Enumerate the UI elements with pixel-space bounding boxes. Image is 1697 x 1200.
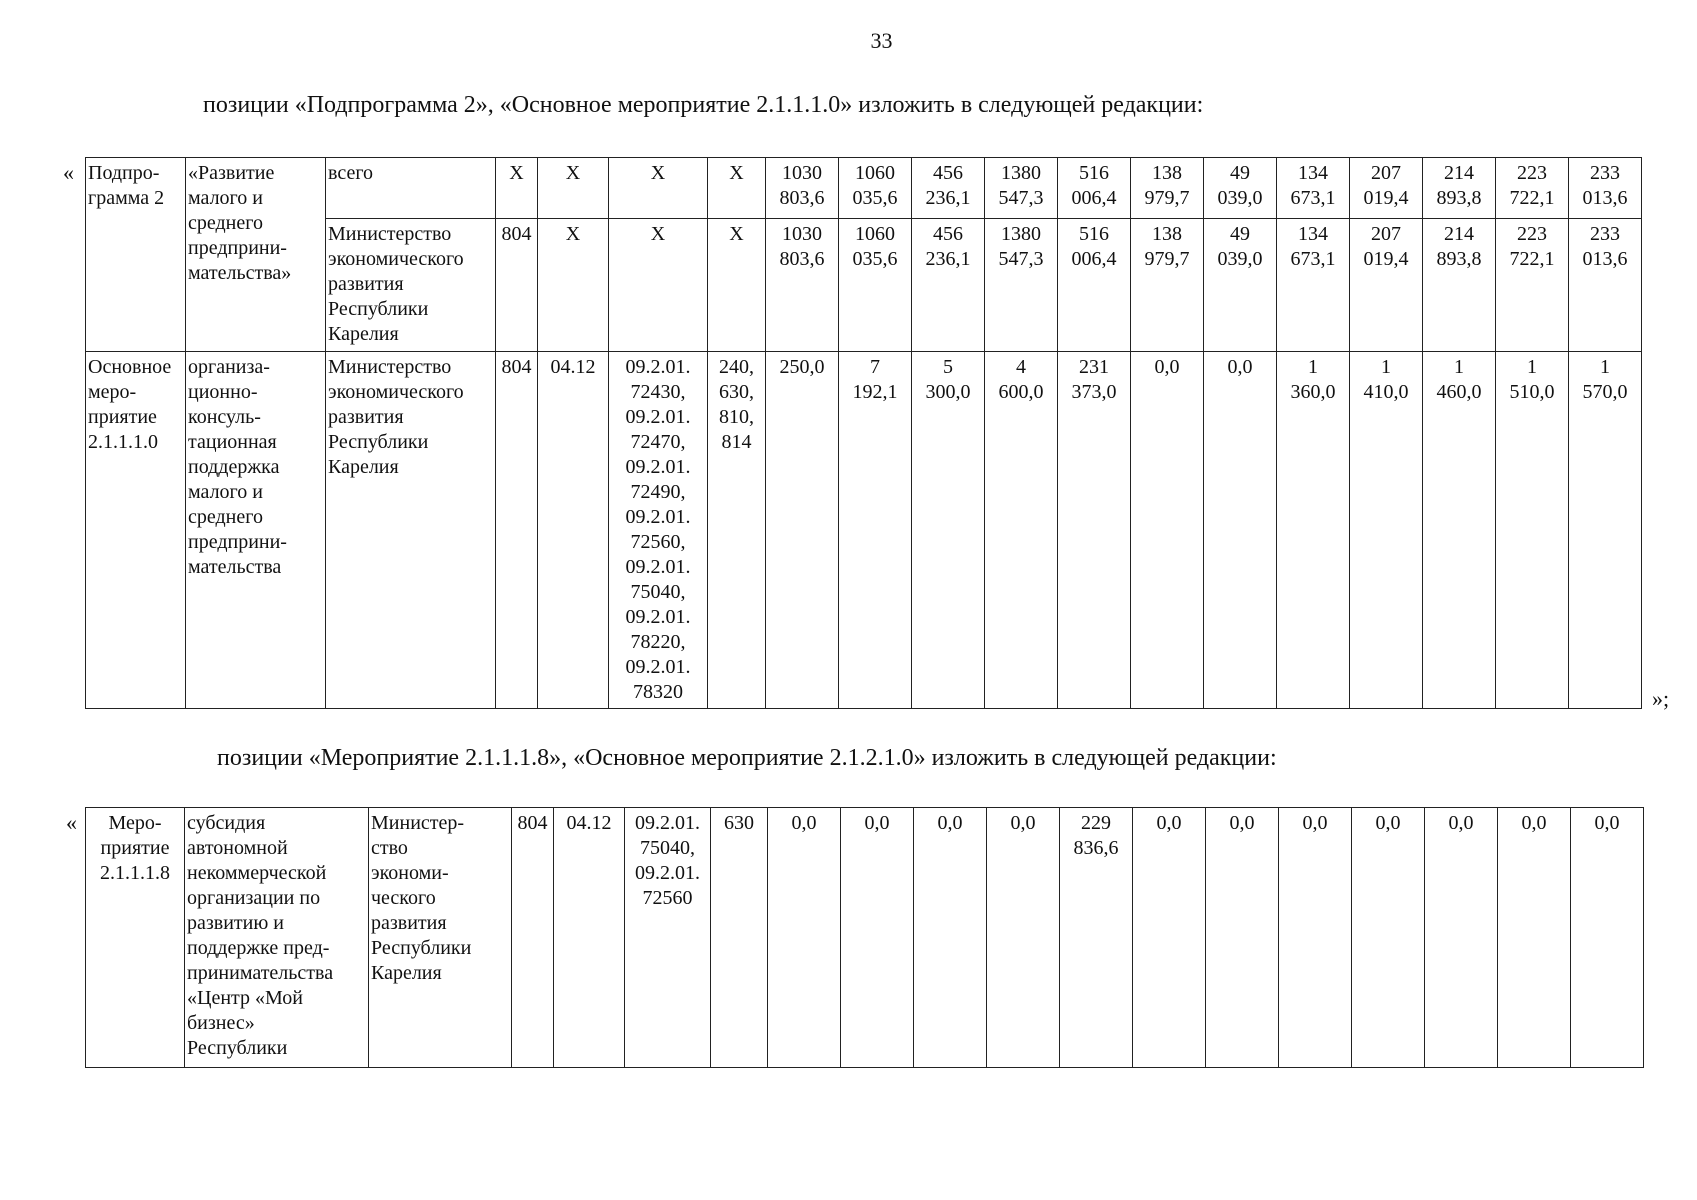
value-cell: 0,0 [1133, 808, 1206, 1068]
rzpr-cell: 04.12 [538, 352, 609, 709]
csr-cell: 09.2.01. 75040, 09.2.01. 72560 [625, 808, 711, 1068]
value-cell: 0,0 [768, 808, 841, 1068]
value-cell: 0,0 [1204, 352, 1277, 709]
value-cell: 456 236,1 [912, 219, 985, 352]
value-cell: 250,0 [766, 352, 839, 709]
closing-quote-1: »; [1652, 686, 1670, 711]
value-cell: 229 836,6 [1060, 808, 1133, 1068]
name-cell: субсидия автономной некоммерческой организации по развитию и поддержке пред- принимательства «Центр «Мой бизнес» Республики [185, 808, 369, 1068]
value-cell: 0,0 [987, 808, 1060, 1068]
value-cell: 7 192,1 [839, 352, 912, 709]
value-cell: 233 013,6 [1569, 158, 1642, 219]
table-row [86, 808, 1644, 1068]
value-cell: 138 979,7 [1131, 219, 1204, 352]
value-cell: 1380 547,3 [985, 219, 1058, 352]
grbs-cell: 804 [496, 219, 538, 352]
vr-cell: Х [708, 219, 766, 352]
value-cell: 0,0 [1352, 808, 1425, 1068]
value-cell: 516 006,4 [1058, 158, 1131, 219]
executor-cell: Министер- ство экономи- ческого развития Республики Карелия [369, 808, 512, 1068]
table-row [86, 158, 1642, 219]
value-cell: 1 460,0 [1423, 352, 1496, 709]
status-cell: Подпро- грамма 2 [86, 158, 186, 352]
value-cell: 138 979,7 [1131, 158, 1204, 219]
value-cell: 231 373,0 [1058, 352, 1131, 709]
value-cell: 1060 035,6 [839, 158, 912, 219]
value-cell: 456 236,1 [912, 158, 985, 219]
grbs-cell: 804 [496, 352, 538, 709]
value-cell: 0,0 [1131, 352, 1204, 709]
status-cell: Меро- приятие 2.1.1.1.8 [86, 808, 185, 1068]
value-cell: 1060 035,6 [839, 219, 912, 352]
intro-paragraph-2: позиции «Мероприятие 2.1.1.1.8», «Основное мероприятие 2.1.2.1.0» изложить в следующей редакции: [217, 745, 1277, 771]
value-cell: 214 893,8 [1423, 219, 1496, 352]
executor-cell: всего [326, 158, 496, 219]
name-cell: «Развитие малого и среднего предприни- мательства» [186, 158, 326, 352]
intro-paragraph-1: позиции «Подпрограмма 2», «Основное мероприятие 2.1.1.1.0» изложить в следующей редакции: [203, 92, 1204, 118]
value-cell: 49 039,0 [1204, 219, 1277, 352]
budget-table-1 [85, 157, 1642, 709]
csr-cell: Х [609, 219, 708, 352]
value-cell: 1030 803,6 [766, 219, 839, 352]
status-cell: Основное меро- приятие 2.1.1.1.0 [86, 352, 186, 709]
value-cell: 49 039,0 [1204, 158, 1277, 219]
value-cell: 5 300,0 [912, 352, 985, 709]
vr-cell: 240, 630, 810, 814 [708, 352, 766, 709]
value-cell: 1 510,0 [1496, 352, 1569, 709]
value-cell: 4 600,0 [985, 352, 1058, 709]
value-cell: 1380 547,3 [985, 158, 1058, 219]
grbs-cell: Х [496, 158, 538, 219]
vr-cell: Х [708, 158, 766, 219]
rzpr-cell: Х [538, 219, 609, 352]
value-cell: 207 019,4 [1350, 219, 1423, 352]
opening-quote-2: « [66, 810, 77, 835]
value-cell: 233 013,6 [1569, 219, 1642, 352]
value-cell: 1 360,0 [1277, 352, 1350, 709]
value-cell: 1 570,0 [1569, 352, 1642, 709]
csr-cell: 09.2.01. 72430, 09.2.01. 72470, 09.2.01. 72490, 09.2.01. 72560, 09.2.01. 75040, 09.2.01. 78220, 09.2.01. 78320 [609, 352, 708, 709]
csr-cell: Х [609, 158, 708, 219]
grbs-cell: 804 [512, 808, 554, 1068]
value-cell: 207 019,4 [1350, 158, 1423, 219]
value-cell: 223 722,1 [1496, 219, 1569, 352]
value-cell: 223 722,1 [1496, 158, 1569, 219]
executor-cell: Министерство экономического развития Республики Карелия [326, 352, 496, 709]
page-number: 33 [870, 28, 893, 53]
value-cell: 516 006,4 [1058, 219, 1131, 352]
value-cell: 134 673,1 [1277, 158, 1350, 219]
table-row [86, 352, 1642, 709]
value-cell: 0,0 [1425, 808, 1498, 1068]
value-cell: 0,0 [1206, 808, 1279, 1068]
value-cell: 1030 803,6 [766, 158, 839, 219]
value-cell: 0,0 [841, 808, 914, 1068]
value-cell: 0,0 [1498, 808, 1571, 1068]
value-cell: 214 893,8 [1423, 158, 1496, 219]
value-cell: 0,0 [1571, 808, 1644, 1068]
executor-cell: Министерство экономического развития Республики Карелия [326, 219, 496, 352]
name-cell: организа- ционно- консуль- тационная поддержка малого и среднего предприни- мательства [186, 352, 326, 709]
value-cell: 134 673,1 [1277, 219, 1350, 352]
value-cell: 1 410,0 [1350, 352, 1423, 709]
vr-cell: 630 [711, 808, 768, 1068]
value-cell: 0,0 [914, 808, 987, 1068]
value-cell: 0,0 [1279, 808, 1352, 1068]
budget-table-2 [85, 807, 1644, 1068]
rzpr-cell: Х [538, 158, 609, 219]
opening-quote-1: « [63, 160, 74, 185]
rzpr-cell: 04.12 [554, 808, 625, 1068]
